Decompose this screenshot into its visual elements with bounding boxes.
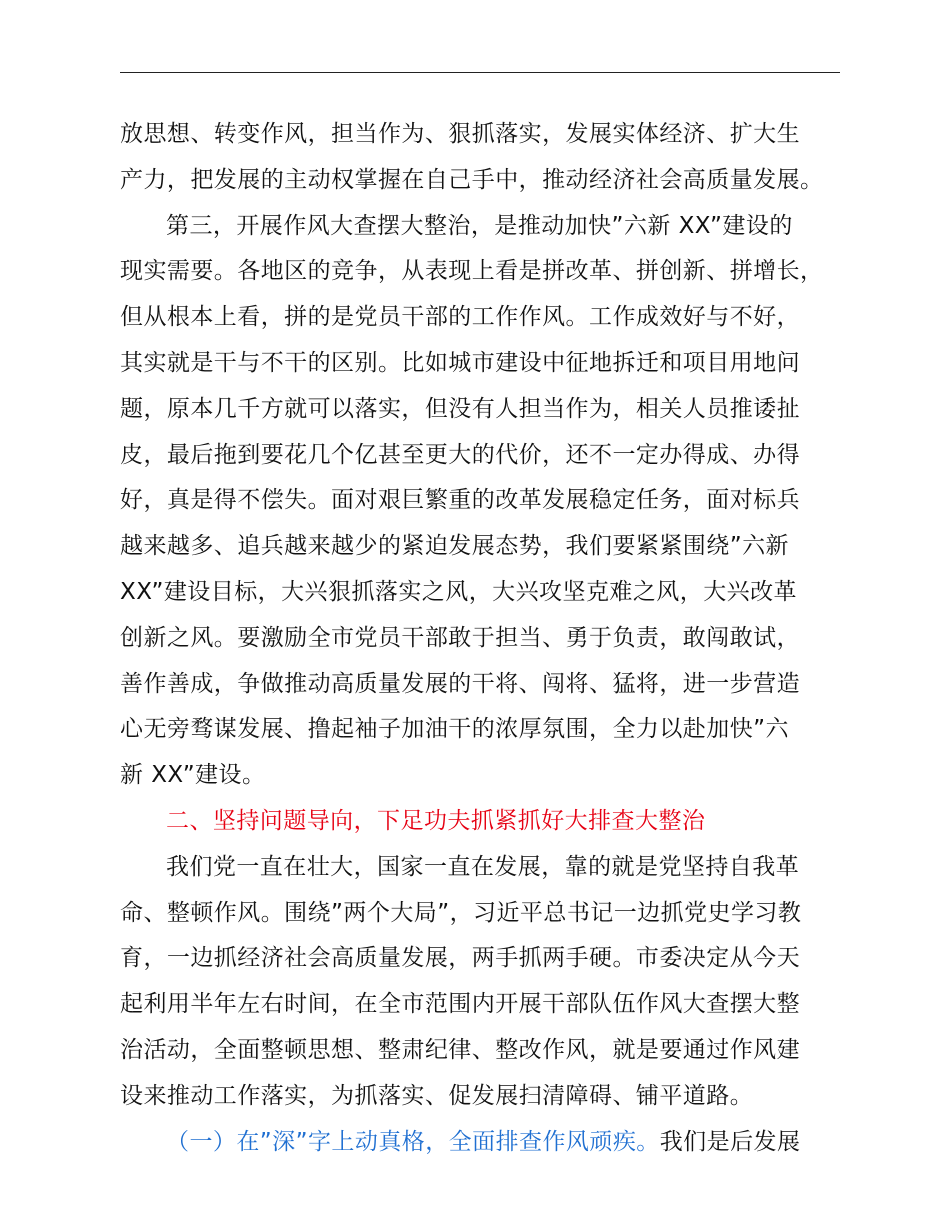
text-line: 越来越多、追兵越来越少的紧迫发展态势，我们要紧紧围绕”六新 <box>120 533 789 560</box>
subsection-heading: （一）在”深”字上动真格，全面排查作风顽疾。 <box>166 1128 660 1155</box>
subsection-body-text: 我们是后发展 <box>659 1128 801 1155</box>
text-line: 产力，把发展的主动权掌握在自己手中，推动经济社会高质量发展。 <box>120 166 824 193</box>
text-line: 皮，最后拖到要花几个亿甚至更大的代价，还不一定办得成、办得 <box>120 441 801 468</box>
header-rule <box>120 72 840 73</box>
text-line: 但从根本上看，拼的是党员干部的工作作风。工作成效好与不好， <box>120 304 801 331</box>
document-body <box>120 112 842 1165</box>
subsection-line <box>120 1120 842 1166</box>
text-line: 其实就是干与不干的区别。比如城市建设中征地拆迁和项目用地问 <box>120 349 801 376</box>
section-heading: 二、坚持问题导向，下足功夫抓紧抓好大排查大整治 <box>166 807 706 834</box>
text-line: 创新之风。要激励全市党员干部敢于担当、勇于负责，敢闯敢试， <box>120 624 801 651</box>
text-line: 心无旁骛谋发展、撸起袖子加油干的浓厚氛围，全力以赴加快”六 <box>120 716 789 743</box>
text-line: 现实需要。各地区的竞争，从表现上看是拼改革、拼创新、拼增长， <box>120 258 824 285</box>
text-line: 我们党一直在壮大，国家一直在发展，靠的就是党坚持自我革 <box>166 853 800 880</box>
text-line: 育，一边抓经济社会高质量发展，两手抓两手硬。市委决定从今天 <box>120 945 801 972</box>
text-line: 治活动，全面整顿思想、整肃纪律、整改作风，就是要通过作风建 <box>120 1036 801 1063</box>
text-line: 善作善成，争做推动高质量发展的干将、闯将、猛将，进一步营造 <box>120 670 801 697</box>
text-line: 题，原本几千方就可以落实，但没有人担当作为，相关人员推诿扯 <box>120 395 801 422</box>
text-line: 起利用半年左右时间，在全市范围内开展干部队伍作风大查摆大整 <box>120 991 801 1018</box>
text-line: 放思想、转变作风，担当作为、狠抓落实，发展实体经济、扩大生 <box>120 121 801 147</box>
text-line: XX”建设目标，大兴狠抓落实之风，大兴攻坚克难之风，大兴改革 <box>120 578 797 605</box>
text-line: 好，真是得不偿失。面对艰巨繁重的改革发展稳定任务，面对标兵 <box>120 487 801 514</box>
text-line: 设来推动工作落实，为抓落实、促发展扫清障碍、铺平道路。 <box>120 1082 754 1109</box>
text-line: 命、整顿作风。围绕”两个大局”，习近平总书记一边抓党史学习教 <box>120 899 802 926</box>
text-line: 新 XX”建设。 <box>120 762 266 789</box>
text-line: 第三，开展作风大查摆大整治，是推动加快”六新 XX”建设的 <box>166 212 793 239</box>
